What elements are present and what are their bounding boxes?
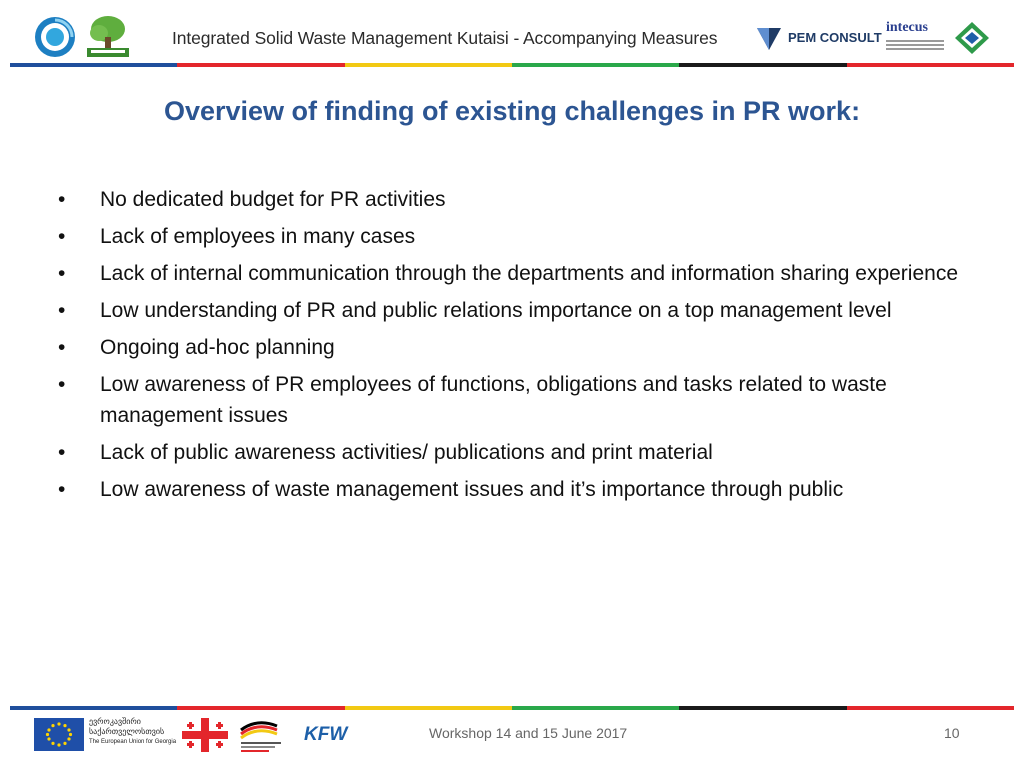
bullet-icon: • [58, 188, 66, 211]
bullet-text: No dedicated budget for PR activities [100, 188, 446, 211]
bullet-text: Ongoing ad-hoc planning [100, 336, 335, 359]
header [0, 0, 1024, 68]
list-item [58, 474, 978, 505]
header-title: Integrated Solid Waste Management Kutaisi - Accompanying Measures [172, 28, 718, 48]
georgia-flag-icon [182, 718, 228, 752]
bullet-icon: • [58, 299, 66, 322]
pem-consult-logo [755, 24, 882, 52]
bottom-color-bar [10, 706, 1014, 710]
bullet-text: Lack of public awareness activities/ publications and print material [100, 441, 713, 464]
kutaisi-circle-logo [34, 16, 76, 58]
list-item [58, 295, 978, 326]
pem-consult-text: PEM CONSULT [788, 30, 882, 45]
bullet-text: Lack of employees in many cases [100, 225, 416, 248]
list-item [58, 332, 978, 363]
bullet-text: Low awareness of PR employees of functions, obligations and tasks related to waste management issues [100, 373, 887, 427]
german-cooperation-logo [237, 716, 297, 754]
bullet-text: Low understanding of PR and public relations importance on a top management level [100, 299, 892, 322]
pem-arrow-icon [755, 24, 783, 52]
eu-flag-icon [34, 718, 84, 751]
list-item [58, 369, 978, 431]
list-item [58, 437, 978, 468]
bullet-icon: • [58, 262, 66, 285]
footer-text: Workshop 14 and 15 June 2017 [429, 725, 628, 741]
top-color-bar [10, 63, 1014, 67]
intecus-subtitle-lines [886, 38, 944, 54]
list-item [58, 258, 978, 289]
intecus-text: intecus [886, 20, 928, 35]
bullet-text: Low awareness of waste management issues and it’s importance through public [100, 478, 844, 501]
challenges-list [58, 184, 978, 511]
eu-caption: ევროკავშირი საქართველოსთვის The European Union for Georgia [89, 717, 177, 745]
slide-title: Overview of finding of existing challenges in PR work: [163, 96, 861, 126]
list-item [58, 221, 978, 252]
list-item [58, 184, 978, 215]
page-number: 10 [944, 725, 960, 741]
intecus-logo [886, 20, 946, 56]
bullet-icon: • [58, 478, 66, 501]
bullet-text: Lack of internal communication through the departments and information sharing experience [100, 262, 958, 285]
bullet-icon: • [58, 441, 66, 464]
kfw-logo: KFW [304, 724, 348, 745]
bullet-icon: • [58, 373, 66, 396]
tree-logo [83, 13, 133, 59]
bullet-icon: • [58, 225, 66, 248]
g-emblem-logo [953, 20, 991, 56]
bullet-icon: • [58, 336, 66, 359]
footer-logos [34, 716, 364, 754]
